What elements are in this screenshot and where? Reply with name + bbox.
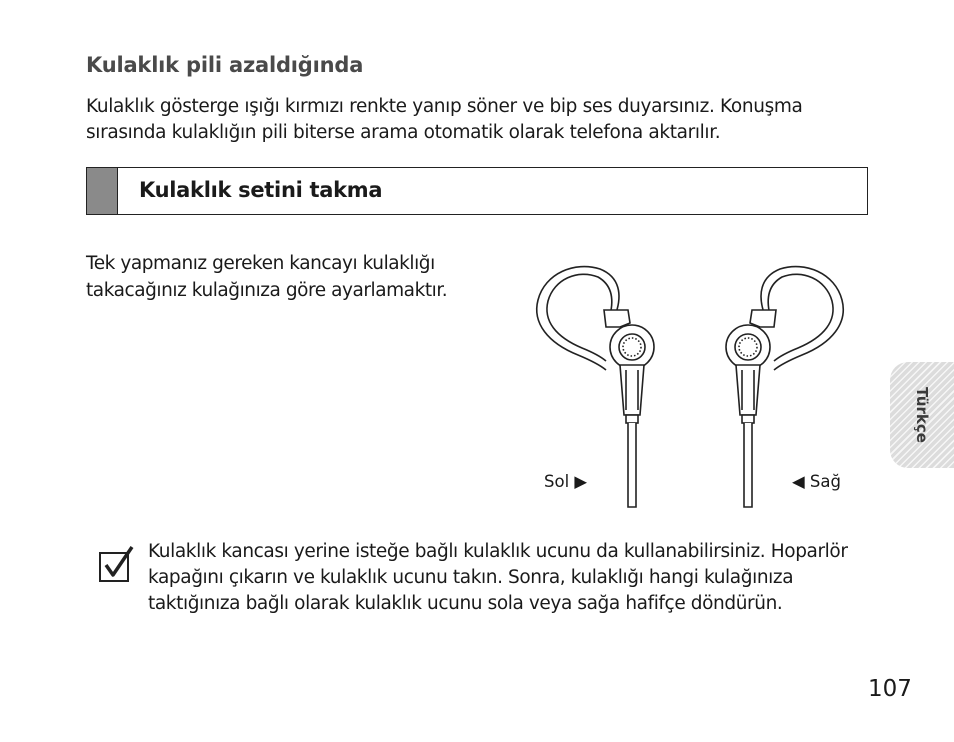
battery-heading: Kulaklık pili azaldığında: [86, 53, 364, 77]
page-number: 107: [868, 676, 912, 702]
left-headset-illustration: [537, 267, 654, 507]
language-side-tab: [890, 362, 954, 468]
checkbox-note-icon: [98, 545, 136, 583]
right-headset-illustration: [726, 267, 843, 507]
intro-paragraph: Tek yapmanız gereken kancayı kulaklığı takacağınız kulağınıza göre ayarlamaktır.: [86, 253, 448, 301]
right-label: ◀ Sağ: [792, 472, 841, 491]
section-header-tab: [87, 168, 118, 214]
section-header: [86, 167, 868, 215]
battery-paragraph: Kulaklık gösterge ışığı kırmızı renkte yanıp söner ve bip ses duyarsınız. Konuşma sırasında kulaklığın pili biterse arama otomatik olarak telefona aktarılır.: [86, 96, 803, 143]
headset-figure: [520, 255, 860, 515]
language-side-tab-label: Türkçe: [913, 387, 931, 443]
left-label: Sol ▶: [544, 472, 588, 491]
section-title: Kulaklık setini takma: [139, 178, 383, 202]
note-paragraph: Kulaklık kancası yerine isteğe bağlı kulaklık ucunu da kullanabilirsiniz. Hoparlör kapağını çıkarın ve kulaklık ucunu takın. Sonra, kulaklığı hangi kulağınıza taktığınıza bağlı olarak kulaklık ucunu sola veya sağa hafifçe döndürün.: [148, 541, 848, 614]
